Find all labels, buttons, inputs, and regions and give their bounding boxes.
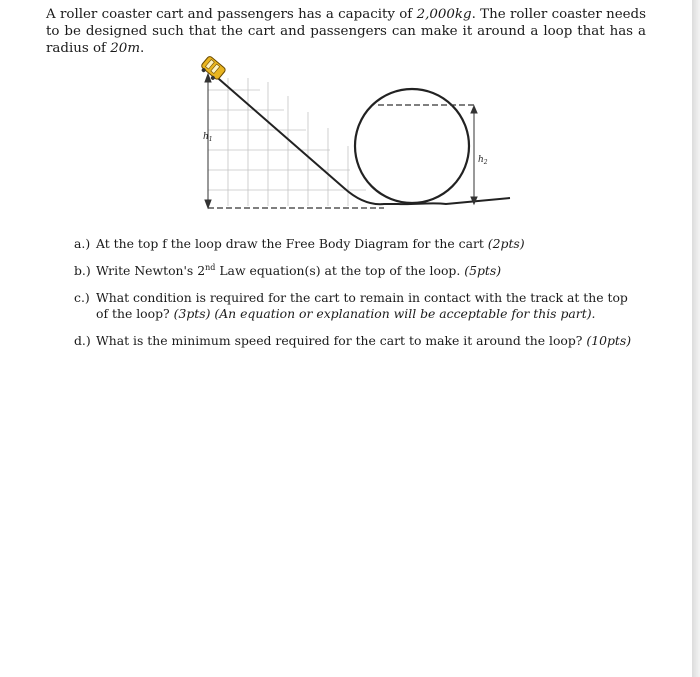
h2-dimension xyxy=(471,106,477,204)
h1-label: $h_1$ xyxy=(203,132,213,143)
intro-text-2: . The roller coaster needs to be designed such that the cart and passengers can make it around a loop that has a radius of xyxy=(46,7,646,56)
question-text: What condition is required for the cart to remain in contact with the track at the top of the loop? xyxy=(96,290,628,321)
question-label: a.) xyxy=(74,236,91,251)
question-a xyxy=(74,236,640,252)
ordinal-superscript: nd xyxy=(205,262,216,272)
question-text: At the top f the loop draw the Free Body Diagram for the cart xyxy=(96,236,488,251)
intro-text-3: . xyxy=(140,41,145,56)
question-d xyxy=(74,333,640,349)
question-label: c.) xyxy=(74,290,90,305)
question-text: What is the minimum speed required for the cart to make it around the loop? xyxy=(96,333,587,348)
question-points: (10pts) xyxy=(586,333,632,348)
question-text: Write Newton's 2 xyxy=(96,263,206,278)
question-c xyxy=(74,290,640,322)
question-points: (2pts) xyxy=(487,236,525,251)
question-label: b.) xyxy=(74,263,91,278)
question-b xyxy=(74,263,640,279)
question-note: (An equation or explanation will be acceptable for this part). xyxy=(210,306,596,321)
question-text-cont: Law equation(s) at the top of the loop. xyxy=(215,263,465,278)
intro-text-1: A roller coaster cart and passengers has a capacity of xyxy=(46,7,417,22)
roller-coaster-figure xyxy=(198,56,518,216)
page-edge xyxy=(692,0,700,677)
question-points: (3pts) xyxy=(173,306,211,321)
coaster-cart-icon xyxy=(199,56,227,83)
question-points: (5pts) xyxy=(464,263,502,278)
track-loop xyxy=(355,89,469,203)
question-label: d.) xyxy=(74,333,91,348)
question-list xyxy=(74,236,640,360)
h2-label: $h_2$ xyxy=(478,155,488,166)
mass-value: 2,000kg xyxy=(416,7,472,22)
problem-statement xyxy=(46,6,646,57)
radius-value: 20m xyxy=(110,41,141,56)
